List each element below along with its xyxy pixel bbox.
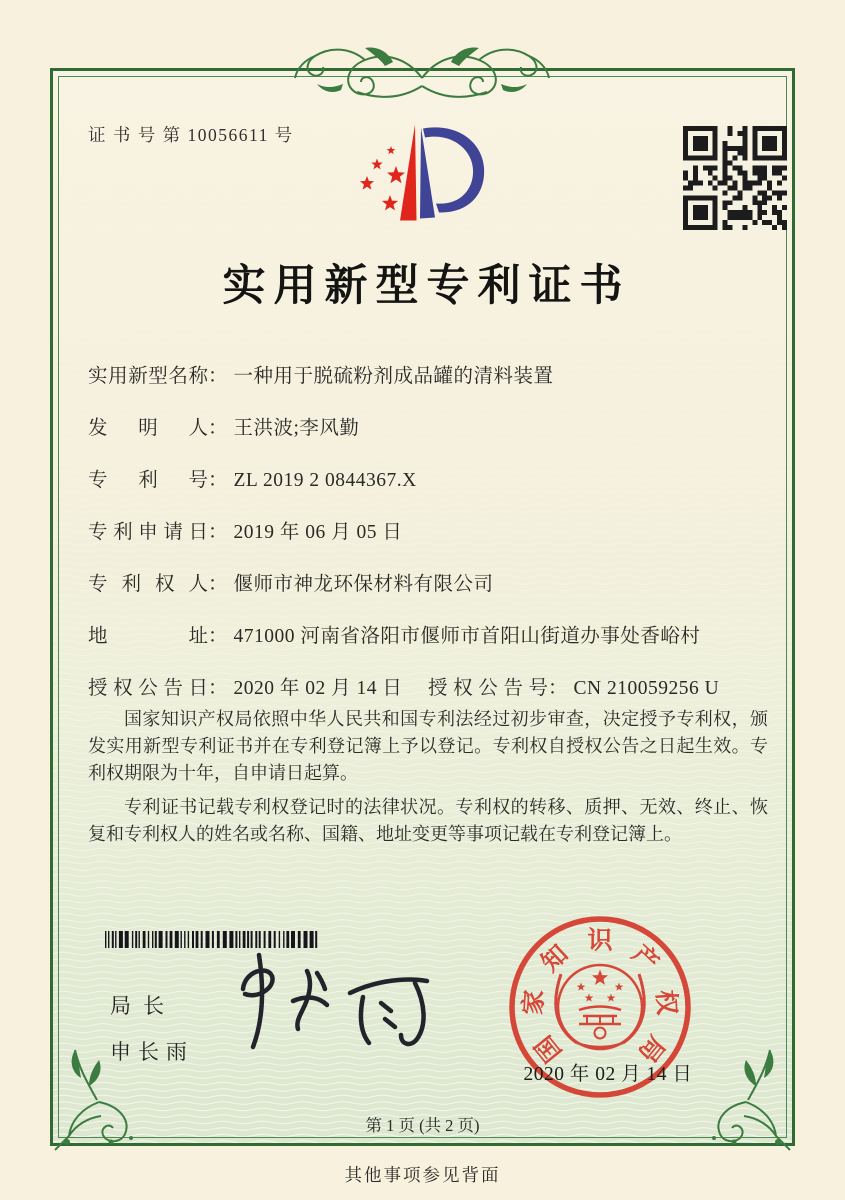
legal-paragraph-2: 专利证书记载专利权登记时的法律状况。专利权的转移、质押、无效、终止、恢复和专利权人的姓名或名称、国籍、地址变更等事项记载在专利登记簿上。 (88, 797, 768, 844)
field-value: 偃师市神龙环保材料有限公司 (233, 574, 494, 595)
svg-text:权: 权 (651, 988, 680, 1016)
field-row-inventor (88, 412, 700, 464)
svg-text:识: 识 (587, 927, 613, 955)
field-value: ZL 2019 2 0844367.X (233, 470, 417, 491)
field-list (88, 360, 700, 672)
field-label: 发明人 (88, 418, 208, 439)
field-value: 一种用于脱硫粉剂成品罐的清料装置 (233, 366, 554, 387)
field-label: 授权公告日 (88, 678, 208, 699)
back-side-note: 其他事项参见背面 (344, 1165, 501, 1185)
director-block (110, 990, 194, 1066)
svg-text:产: 产 (626, 940, 664, 978)
grant-number-group (428, 672, 719, 700)
grant-row (88, 672, 788, 700)
svg-text:国: 国 (530, 1030, 568, 1067)
field-row-patentee (88, 568, 700, 620)
field-row-address (88, 620, 700, 672)
field-row-patent-number (88, 464, 700, 516)
qr-code (683, 126, 787, 230)
legal-text (88, 706, 768, 855)
field-label: 实用新型名称 (88, 366, 208, 387)
colon: ： (208, 418, 228, 439)
certificate-number: 证 书 号 第 10056611 号 (88, 125, 294, 145)
grant-date-group (88, 678, 402, 699)
page-number: 第 1 页 (共 2 页) (365, 1116, 480, 1135)
field-label: 专利号 (88, 470, 208, 491)
colon: ： (208, 470, 228, 491)
colon: ： (208, 678, 228, 699)
svg-text:家: 家 (520, 988, 549, 1016)
director-name: 申长雨 (110, 1040, 194, 1064)
field-value: 王洪波;李风勤 (233, 418, 360, 439)
cnipa-logo-icon (330, 118, 520, 244)
director-signature-image (215, 945, 455, 1060)
legal-paragraph-1: 国家知识产权局依照中华人民共和国专利法经过初步审查，决定授予专利权，颁发实用新型专利证书并在专利登记簿上予以登记。专利权自授权公告之日起生效。专利权期限为十年，自申请日起算。 (88, 709, 768, 783)
colon: ： (208, 366, 228, 387)
top-scroll-ornament-icon (291, 40, 553, 118)
field-row-filing-date (88, 516, 700, 568)
field-label: 地址 (88, 626, 208, 647)
field-row-name (88, 360, 700, 412)
colon: ： (548, 678, 568, 699)
field-value: 2019 年 06 月 05 日 (233, 522, 403, 543)
field-label: 专利申请日 (88, 522, 208, 543)
svg-text:局: 局 (632, 1030, 670, 1067)
certificate-title: 实用新型专利证书 (222, 263, 631, 310)
seal-date: 2020 年 02 月 14 日 (523, 1064, 693, 1085)
svg-text:知: 知 (536, 940, 574, 978)
colon: ： (208, 574, 228, 595)
colon: ： (208, 522, 228, 543)
colon: ： (208, 626, 228, 647)
field-label: 授权公告号 (428, 678, 548, 699)
grant-number-value: CN 210059256 U (573, 678, 720, 699)
director-title: 局长 (110, 994, 176, 1018)
field-value: 471000 河南省洛阳市偃师市首阳山街道办事处香峪村 (233, 626, 701, 647)
grant-date-value: 2020 年 02 月 14 日 (233, 678, 403, 699)
field-label: 专利权人 (88, 574, 208, 595)
